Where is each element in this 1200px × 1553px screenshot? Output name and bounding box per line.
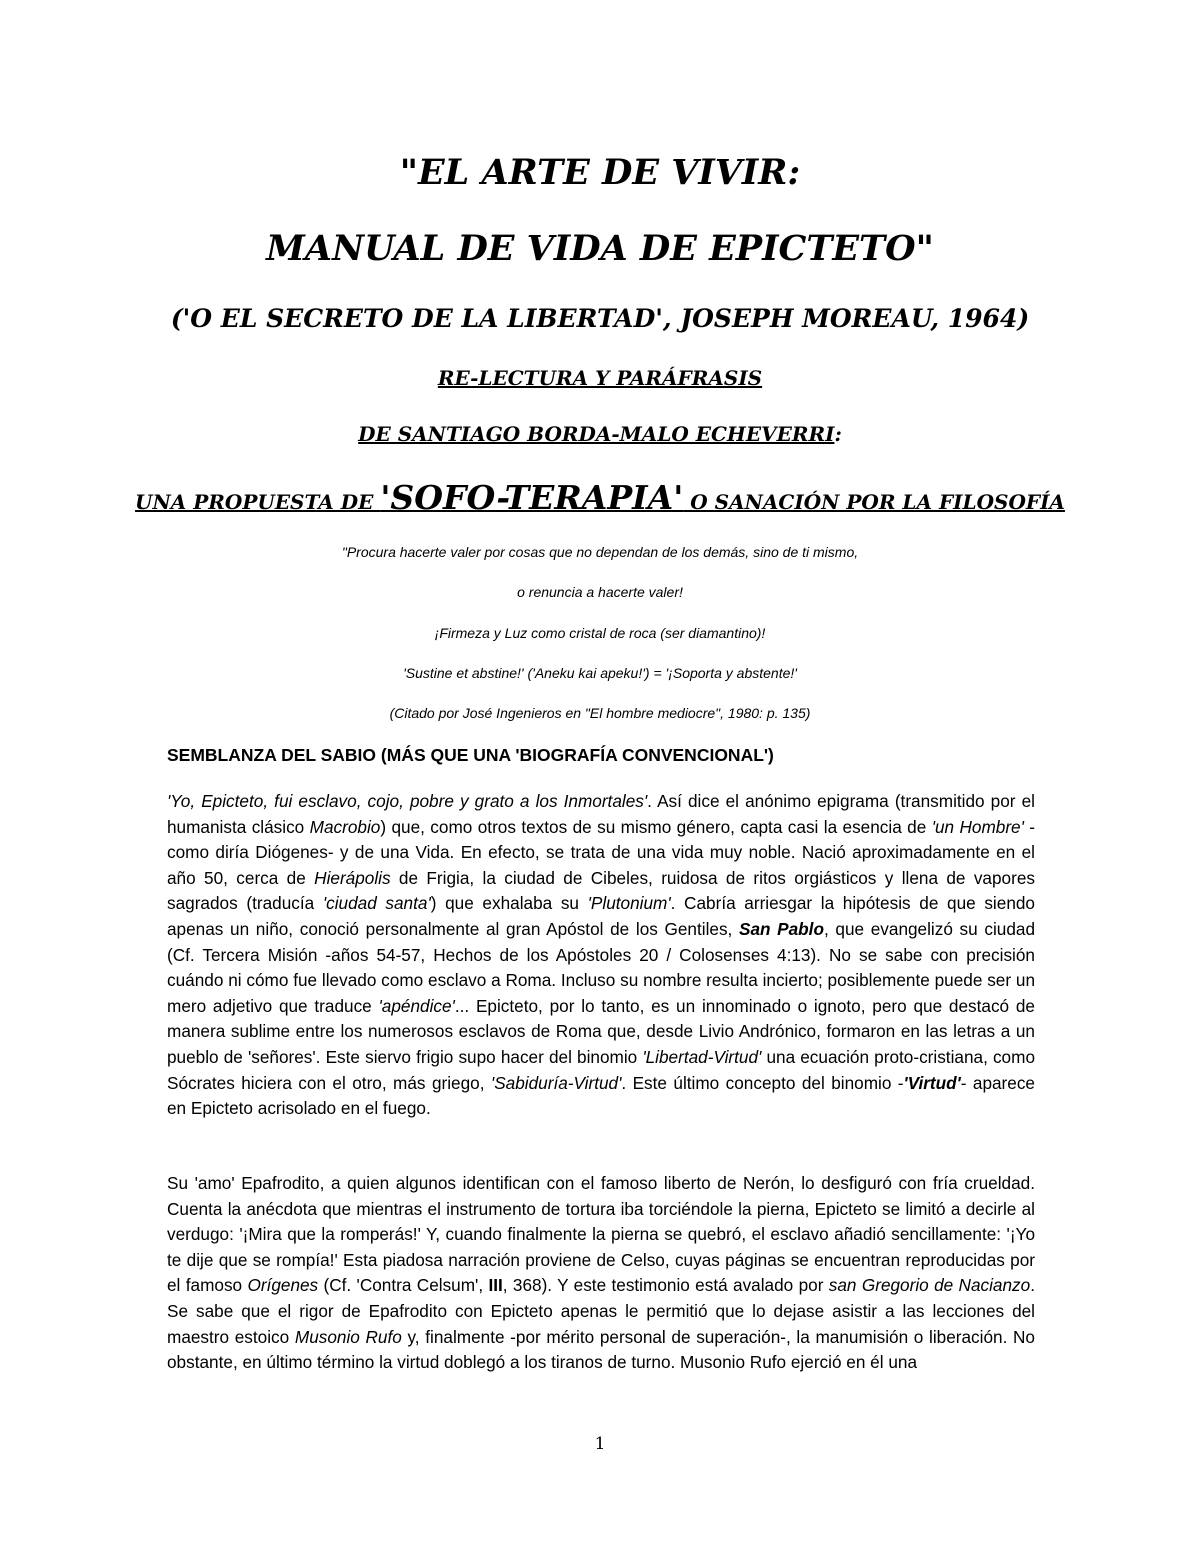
epigraph-line-1: "Procura hacerte valer por cosas que no dependan de los demás, sino de ti mismo, bbox=[341, 544, 859, 560]
epigraph-line-2: o renuncia a hacerte valer! bbox=[517, 584, 683, 600]
p1-italic-hombre: 'un Hombre' bbox=[931, 816, 1024, 837]
p1-epigram: 'Yo, Epicteto, fui esclavo, cojo, pobre y grato a los Inmortales' bbox=[167, 791, 648, 811]
p1-text: . Este último concepto del binomio - bbox=[621, 1072, 904, 1093]
author-line bbox=[0, 422, 1200, 446]
p1-text: - aparece en Epicteto acrisolado en el fuego. bbox=[167, 1072, 1035, 1119]
p2-italic-gregorio: san Gregorio de Nacianzo bbox=[828, 1275, 1031, 1296]
p2-italic-musonio: Musonio Rufo bbox=[294, 1326, 402, 1347]
p1-italic-ciudad-santa: 'ciudad santa' bbox=[322, 893, 431, 914]
author-name: DE SANTIAGO BORDA-MALO ECHEVERRI bbox=[358, 422, 835, 446]
p1-italic-apendice: 'apéndice' bbox=[378, 995, 455, 1016]
p1-bold-virtud: 'Virtud' bbox=[903, 1072, 961, 1093]
page-number: 1 bbox=[594, 1434, 606, 1454]
p1-italic-hierapolis: Hierápolis bbox=[314, 867, 391, 888]
p2-text: Su 'amo' Epafrodito, a quien algunos identifican con el famoso liberto de Nerón, lo desfiguró con fría crueldad. Cuenta la anécdota que mientras el instrumento de tortura iba torciéndole la pierna, Epicteto se limitó a decirle al verdugo: '¡Mira que la romperás!' Y, cuando finalmente la pierna se quebró, el esclavo añadió sencillamente: '¡Yo te dije que se rompía!' Esta piadosa narración proviene de Celso, cuyas páginas se encuentran reproducidas por el famoso bbox=[167, 1173, 1035, 1296]
body-paragraph-1 bbox=[167, 789, 1035, 1122]
p1-italic-sabiduria-virtud: 'Sabiduría-Virtud' bbox=[490, 1072, 622, 1093]
p1-text: . Así dice el anónimo epigrama (transmitido por el humanista clásico bbox=[167, 791, 1035, 837]
p2-text: . Se sabe que el rigor de Epafrodito con Epicteto apenas le permitió que lo dejase asistir a las lecciones del maestro estoico bbox=[167, 1275, 1035, 1347]
p1-italic-libertad-virtud: 'Libertad-Virtud' bbox=[642, 1046, 762, 1067]
proposal-prefix: UNA PROPUESTA DE bbox=[135, 490, 381, 514]
p1-text: ) que, como otros textos de su mismo género, capta casi la esencia de bbox=[380, 816, 932, 837]
proposal-line bbox=[0, 478, 1200, 517]
title-line-1: "EL ARTE DE VIVIR: bbox=[399, 152, 801, 193]
proposal-suffix: O SANACIÓN POR LA FILOSOFÍA bbox=[683, 490, 1065, 514]
p1-text: , que evangelizó su ciudad (Cf. Tercera Misión -años 54-57, Hechos de los Apóstoles 20 / Colosenses 4:13). No se sabe con precisión cuándo ni cómo fue llevado como esclavo a Roma. Incluso su nombre resulta incierto; posiblemente puede ser un mero adjetivo que traduce bbox=[167, 918, 1036, 1016]
body-paragraph-2 bbox=[167, 1171, 1035, 1376]
epigraph-line-4: 'Sustine et abstine!' ('Aneku kai apeku!') = '¡Soporta y abstente!' bbox=[403, 665, 797, 681]
p1-text: ) que exhalaba su bbox=[430, 893, 588, 914]
p1-italic-plutonium: 'Plutonium' bbox=[587, 893, 671, 914]
author-colon: : bbox=[834, 422, 842, 446]
sofo-terapia-label: 'SOFO-TERAPIA' bbox=[380, 478, 684, 517]
p1-text: una ecuación proto-cristiana, como Sócrates hiciera con el otro, más griego, bbox=[167, 1046, 1035, 1093]
p1-bold-san-pablo: San Pablo bbox=[738, 918, 824, 939]
p2-italic-origenes: Orígenes bbox=[247, 1275, 319, 1296]
section-heading: SEMBLANZA DEL SABIO (MÁS QUE UNA 'BIOGRAFÍA CONVENCIONAL') bbox=[167, 745, 774, 765]
p2-text: , 368). Y este testimonio está avalado por bbox=[502, 1275, 829, 1296]
p1-italic-macrobio: Macrobio bbox=[309, 816, 381, 837]
rereading-line: RE-LECTURA Y PARÁFRASIS bbox=[437, 366, 763, 390]
subtitle-line: ('O EL SECRETO DE LA LIBERTAD', JOSEPH MOREAU, 1964) bbox=[170, 304, 1030, 333]
p2-bold-iii: III bbox=[488, 1275, 503, 1296]
p1-text: -como diría Diógenes- y de una Vida. En efecto, se trata de una vida muy noble. Nació aproximadamente en el año 50, cerca de bbox=[167, 816, 1036, 888]
p2-text: y, finalmente -por mérito personal de superación-, la manumisión o liberación. No obstante, en último término la virtud doblegó a los tiranos de turno. Musonio Rufo ejerció en él una bbox=[167, 1326, 1035, 1373]
p1-text: ... Epicteto, por lo tanto, es un innominado o ignoto, pero que destacó de manera sublime entre los numerosos esclavos de Roma que, desde Livio Andrónico, formaron en las letras a un pueblo de 'señores'. Este siervo frigio supo hacer del binomio bbox=[167, 995, 1035, 1067]
epigraph-citation: (Citado por José Ingenieros en "El hombre mediocre", 1980: p. 135) bbox=[389, 705, 811, 721]
p2-text: (Cf. 'Contra Celsum', bbox=[318, 1275, 489, 1296]
p1-text: de Frigia, la ciudad de Cibeles, ruidosa de ritos orgiásticos y llena de vapores sagrados (traducía bbox=[167, 867, 1035, 914]
epigraph-line-3: ¡Firmeza y Luz como cristal de roca (ser diamantino)! bbox=[434, 625, 766, 641]
p1-text: . Cabría arriesgar la hipótesis de que siendo apenas un niño, conoció personalmente al gran Apóstol de los Gentiles, bbox=[167, 893, 1035, 939]
title-line-2: MANUAL DE VIDA DE EPICTETO" bbox=[266, 228, 934, 269]
